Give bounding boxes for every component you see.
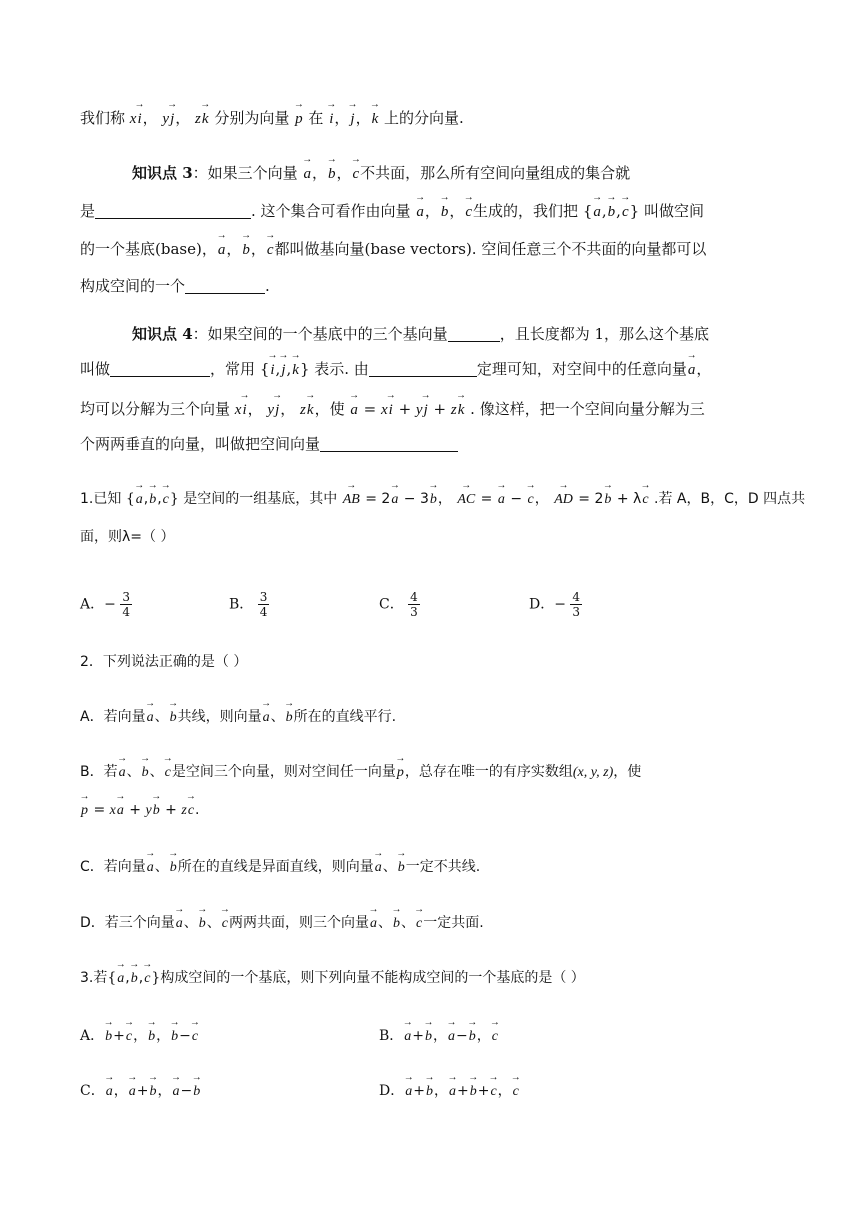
q2-option-d[interactable]: D．若三个向量→ a、→ b、→ c两两共面，则三个向量→ a、→ b、→ c一定共面.: [80, 913, 484, 934]
fill-blank[interactable]: [320, 436, 458, 452]
q1-option-d[interactable]: D．− $\frac{4}{3}$: [529, 590, 581, 619]
q2-option-a[interactable]: A．若向量→ a、→ b共线，则向量→ a、→ b所在的直线平行.: [80, 707, 396, 728]
kp3-line-2: 是 . 这个集合可看作由向量 → a，→ b，→ c生成的，我们把 {→ a,→ b,→ c} 叫做空间: [80, 201, 704, 222]
component-vector-line: 我们称 x→ i， y→ j， z→ k 分别为向量 → p 在 → i，→ j，→ k 上的分向量.: [80, 108, 464, 129]
question-1-line-2: 面，则λ=（ ）: [80, 529, 175, 545]
fill-blank[interactable]: [369, 361, 477, 377]
fill-blank[interactable]: [110, 361, 210, 377]
q3-option-a[interactable]: A．→ b+→ c，→ b，→ b−→ c: [80, 1026, 199, 1047]
kp3-line-4: 构成空间的一个 .: [80, 277, 270, 295]
fill-blank[interactable]: [448, 326, 500, 342]
kp3-line-3: 的一个基底(base)，→ a，→ b，→ c都叫做基向量(base vectors). 空间任意三个不共面的向量都可以: [80, 239, 706, 260]
q1-option-b[interactable]: B． $\frac{3}{4}$: [229, 590, 268, 619]
knowledge-point-3: 知识点 3：如果三个向量 → a，→ b，→ c不共面，那么所有空间向量组成的集合就: [132, 163, 630, 184]
question-3: 3.若{→ a,→ b,→ c}构成空间的一个基底，则下列向量不能构成空间的一个基底的是（ ）: [80, 968, 585, 989]
fill-blank[interactable]: [185, 278, 265, 294]
fill-blank[interactable]: [95, 203, 251, 219]
q2-option-b[interactable]: B．若→ a、→ b、→ c是空间三个向量，则对空间任一向量→ p，总存在唯一的有序实数组(x, y, z)，使: [80, 762, 641, 783]
q2-option-b-formula: → p = x→ a + y→ b + z→ c.: [80, 800, 199, 821]
knowledge-point-4: 知识点 4：如果空间的一个基底中的三个基向量 ，且长度都为 1，那么这个基底: [132, 325, 710, 343]
q3-option-c[interactable]: C．→ a，→ a+→ b，→ a−→ b: [80, 1081, 201, 1102]
q3-option-b[interactable]: B．→ a+→ b，→ a−→ b，→ c: [379, 1026, 499, 1047]
kp4-line-3: 均可以分解为三个向量 x→ i， y→ j， z→ k，使 → a = x→ i + y→ j + z→ k . 像这样，把一个空间向量分解为三: [80, 399, 705, 420]
kp4-line-4: 个两两垂直的向量，叫做把空间向量: [80, 434, 458, 454]
kp4-line-2: 叫做 ，常用 {→ i,→ j,→ k} 表示. 由 定理可知，对空间中的任意向量→ a，: [80, 359, 711, 380]
q2-option-c[interactable]: C．若向量→ a、→ b所在的直线是异面直线，则向量→ a、→ b一定不共线.: [80, 857, 480, 878]
q1-option-a[interactable]: A．− $\frac{3}{4}$: [80, 590, 130, 619]
q3-option-d[interactable]: D．→ a+→ b，→ a+→ b+→ c，→ c: [379, 1081, 520, 1102]
q1-option-c[interactable]: C． $\frac{4}{3}$: [379, 590, 418, 619]
question-2: 2．下列说法正确的是（ ）: [80, 654, 248, 670]
question-1: 1.已知 {→ a,→ b,→ c} 是空间的一组基底，其中 → AB = 2→ a − 3→ b， → AC = → a − → c， → AD = 2→ b + λ→ c .若 A，B，C，D 四点共: [80, 489, 805, 510]
